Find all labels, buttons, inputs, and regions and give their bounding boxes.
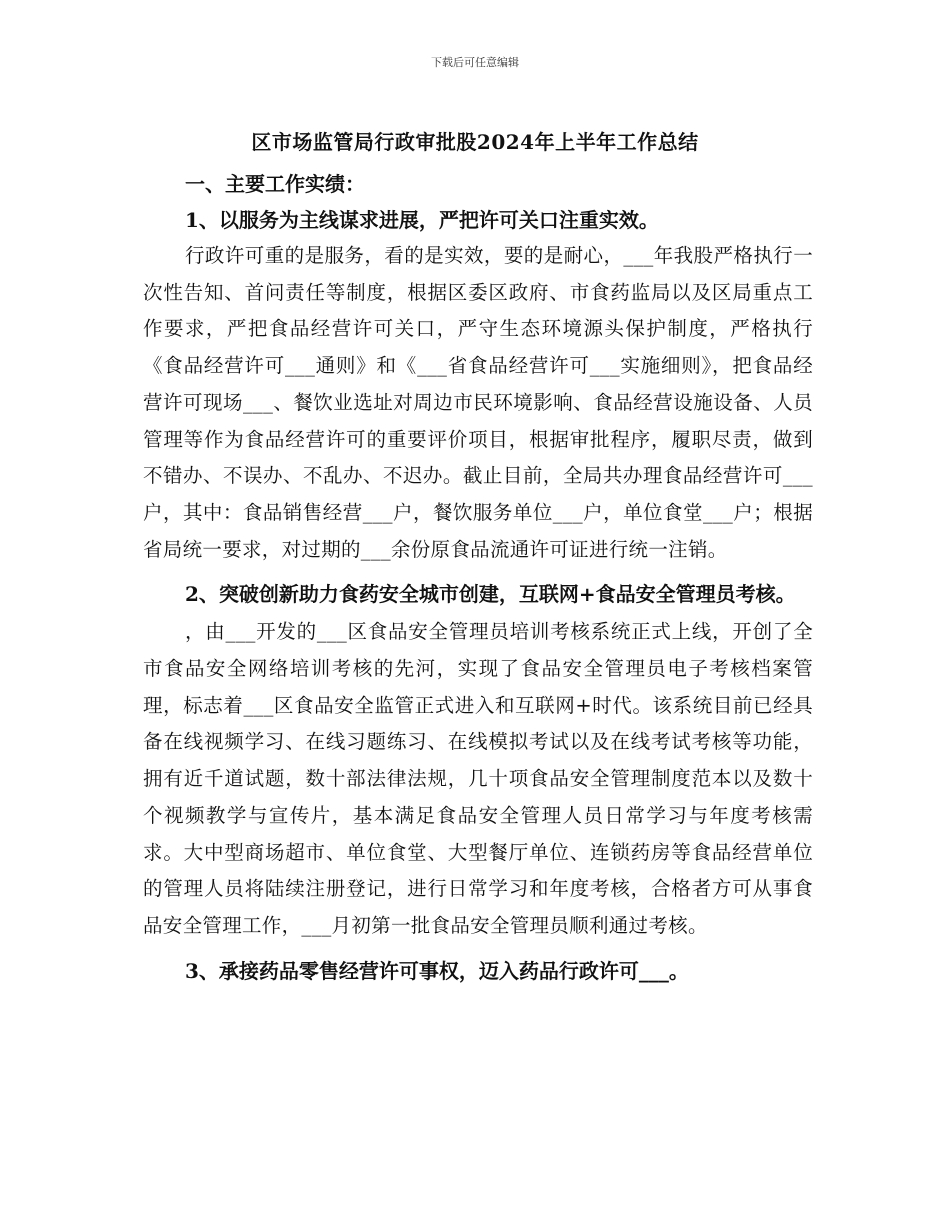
header-note: 下载后可任意编辑 — [431, 56, 519, 69]
item-paragraph-2: ，由___开发的___区食品安全管理员培训考核系统正式上线，开创了全市食品安全网络培训考核的先河，实现了食品安全管理员电子考核档案管理，标志着___区食品安全监管正式进入和互联网+时代。该系统目前已经具备在线视频学习、在线习题练习、在线模拟考试以及在线考试考核等功能，拥有近千道试题，数十部法律法规，几十项食品安全管理制度范本以及数十个视频教学与宣传片，基本满足食品安全管理人员日常学习与年度考核需求。大中型商场超市、单位食堂、大型餐厅单位、连锁药房等食品经营单位的管理人员将陆续注册登记，进行日常学习和年度考核，合格者方可从事食品安全管理工作，___月初第一批食品安全管理员顺利通过考核。 — [143, 620, 813, 937]
section-heading-main-achievements: 一、主要工作实绩： — [185, 172, 365, 196]
document-body — [143, 166, 813, 989]
document-title: 区市场监管局行政审批股2024年上半年工作总结 — [251, 130, 699, 154]
item-heading-3: 3、承接药品零售经营许可事权，迈入药品行政许可___。 — [185, 958, 689, 983]
item-heading-1: 1、以服务为主线谋求进展，严把许可关口注重实效。 — [185, 208, 659, 232]
item-paragraph-1: 行政许可重的是服务，看的是实效，要的是耐心，___年我股严格执行一次性告知、首问责任等制度，根据区委区政府、市食药监局以及区局重点工作要求，严把食品经营许可关口，严守生态环境源头保护制度，严格执行《食品经营许可___通则》和《___省食品经营许可___实施细则》，把食品经营许可现场___、餐饮业选址对周边市民环境影响、食品经营设施设备、人员管理等作为食品经营许可的重要评价项目，根据审批程序，履职尽责，做到不错办、不误办、不乱办、不迟办。截止目前，全局共办理食品经营许可___户，其中：食品销售经营___户，餐饮服务单位___户，单位食堂___户；根据省局统一要求，对过期的___余份原食品流通许可证进行统一注销。 — [143, 244, 813, 561]
item-heading-2: 2、突破创新助力食药安全城市创建，互联网+食品安全管理员考核。 — [185, 582, 796, 607]
